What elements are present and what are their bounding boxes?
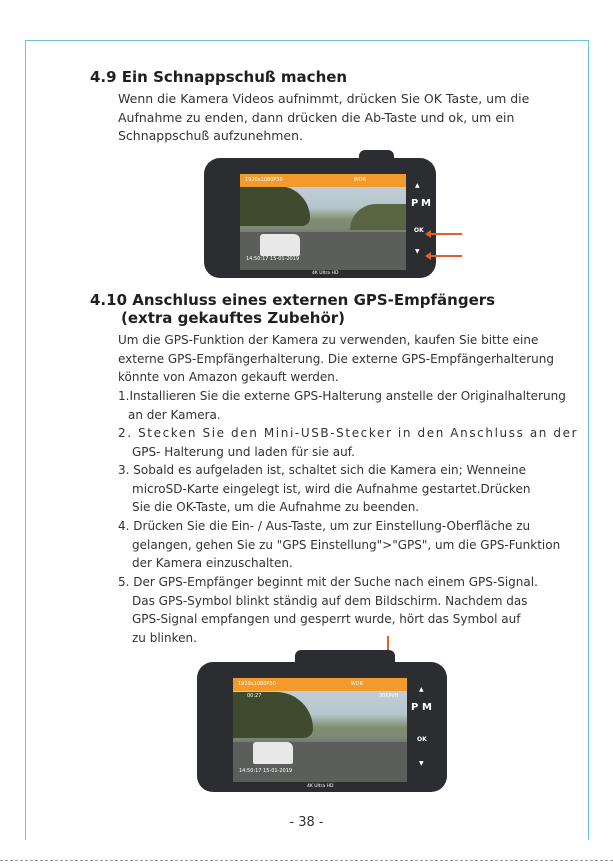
section-4-10-heading: 4.10 Anschluss eines externen GPS-Empfängers xyxy=(90,291,496,309)
up-arrow-icon[interactable]: ▲ xyxy=(419,686,424,693)
osd-speed: 30KM/H xyxy=(379,693,399,699)
text-line: könnte von Amazon gekauft werden. xyxy=(118,370,339,384)
step-4 xyxy=(118,517,561,573)
text-line: 5. Der GPS-Empfänger beginnt mit der Suche nach einem GPS-Signal. xyxy=(118,575,538,589)
scene-trees-right xyxy=(350,204,406,230)
text-line: 3. Sobald es aufgeladen ist, schaltet sich die Kamera ein; Wenneine xyxy=(118,463,526,477)
osd-resolution: 1920x1080P30 xyxy=(245,177,283,183)
text-line: 1.Installieren Sie die externe GPS-Halterung anstelle der Originalhalterung xyxy=(118,389,566,403)
camera-brand-label: 4K Ultra HD xyxy=(312,271,339,276)
step-2 xyxy=(118,424,579,461)
text-line: Um die GPS-Funktion der Kamera zu verwenden, kaufen Sie bitte eine xyxy=(118,333,539,347)
osd-timestamp: 14:50:17 15-01-2019 xyxy=(239,768,293,774)
text-line: GPS- Halterung und laden für sie auf. xyxy=(132,444,355,459)
up-arrow-icon[interactable]: ▲ xyxy=(415,182,420,189)
cut-line xyxy=(0,860,613,861)
scene-trees xyxy=(233,692,313,738)
p-button[interactable]: P xyxy=(411,702,419,713)
text-line: Aufnahme zu enden, dann drücken die Ab-Taste und ok, um ein xyxy=(118,109,515,125)
arrow-to-down-button xyxy=(430,255,462,257)
dashcam-image-1 xyxy=(204,150,444,278)
text-line: GPS-Signal empfangen und gesperrt wurde, hört das Symbol auf xyxy=(132,612,521,626)
p-button[interactable]: P xyxy=(411,198,419,209)
text-line: 2. Stecken Sie den Mini-USB-Stecker in den Anschluss an der xyxy=(118,426,579,440)
scene-car xyxy=(260,234,300,256)
text-line: Wenn die Kamera Videos aufnimmt, drücken Sie OK Taste, um die xyxy=(118,91,530,106)
dashcam-image-2 xyxy=(197,650,447,792)
text-line: 4. Drücken Sie die Ein- / Aus-Taste, um zur Einstellung-Oberfläche zu xyxy=(118,519,531,533)
section-4-10-intro xyxy=(118,331,555,387)
step-3 xyxy=(118,461,548,517)
osd-top-bar xyxy=(233,678,407,691)
section-4-9-heading: 4.9 Ein Schnappschuß machen xyxy=(90,68,348,86)
scene-trees xyxy=(240,186,310,226)
osd-wdr: WDR xyxy=(350,681,363,687)
section-4-9-text xyxy=(118,90,544,146)
text-line: Schnappschuß aufzunehmen. xyxy=(118,128,304,143)
section-4-10-subheading: (extra gekauftes Zubehör) xyxy=(121,309,346,327)
text-line: externe GPS-Empfängerhalterung. Die externe GPS-Empfängerhalterung xyxy=(118,351,555,366)
osd-timestamp: 14:50:17 15-01-2019 xyxy=(246,256,300,262)
camera-screen xyxy=(233,678,407,782)
text-line: an der Kamera. xyxy=(128,407,221,422)
ok-button[interactable]: OK xyxy=(414,227,424,234)
text-line: Das GPS-Symbol blinkt ständig auf dem Bildschirm. Nachdem das xyxy=(132,593,528,608)
text-line: zu blinken. xyxy=(132,630,197,645)
step-5 xyxy=(118,573,548,647)
down-arrow-icon[interactable]: ▼ xyxy=(419,760,424,767)
ok-button[interactable]: OK xyxy=(417,736,427,743)
m-button[interactable]: M xyxy=(421,198,431,209)
step-1 xyxy=(118,387,566,424)
text-line: microSD-Karte eingelegt ist, wird die Aufnahme gestartet.Drücken xyxy=(132,481,531,496)
page-frame-top xyxy=(25,40,588,41)
camera-brand-label: 4K Ultra HD xyxy=(307,784,334,789)
page-frame-left xyxy=(25,40,26,840)
m-button[interactable]: M xyxy=(422,702,432,713)
osd-resolution: 1920x1080P30 xyxy=(238,681,276,687)
osd-top-bar xyxy=(240,174,406,187)
text-line: gelangen, gehen Sie zu "GPS Einstellung">"GPS", um die GPS-Funktion xyxy=(132,537,561,552)
osd-record-time: 00:27 xyxy=(247,693,262,699)
page-frame-right xyxy=(588,40,589,840)
down-arrow-icon[interactable]: ▼ xyxy=(415,248,420,255)
arrow-to-ok-button xyxy=(430,233,462,235)
camera-screen xyxy=(240,174,406,270)
text-line: der Kamera einzuschalten. xyxy=(132,556,293,570)
scene-car xyxy=(253,742,293,764)
osd-wdr: WDR xyxy=(353,177,366,183)
page-number: - 38 - xyxy=(289,815,324,830)
text-line: Sie die OK-Taste, um die Aufnahme zu beenden. xyxy=(132,500,420,514)
